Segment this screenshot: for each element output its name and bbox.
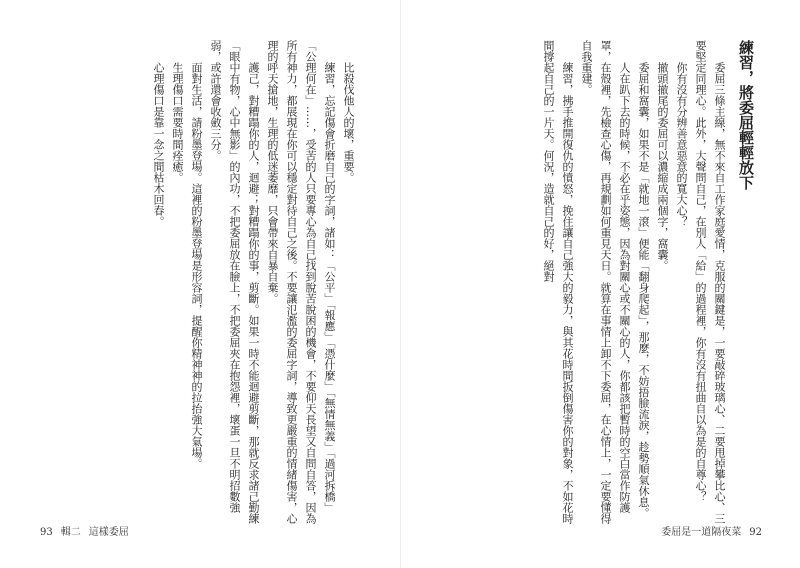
left-page-body (40, 40, 358, 528)
right-page (400, 0, 800, 568)
page-footer (40, 523, 129, 538)
section-heading: 練習，將委屈輕輕放下 (737, 40, 755, 190)
page-number: 93 (40, 527, 53, 538)
page-footer (661, 523, 762, 538)
chapter-label: 輯二 (60, 527, 81, 538)
page-number: 92 (749, 527, 762, 538)
chapter-title: 這樣委屈 (88, 527, 129, 538)
paragraph: 生理傷口需要時間痊癒。 (171, 62, 184, 183)
paragraph: 撤頭撤尾的委屈可以濃縮成兩個字，窩囊。 (656, 62, 669, 271)
paragraph: 心理傷口是靠一念之間枯木回春。 (152, 62, 165, 227)
paragraph: 委屈三條主線，無不來自工作家庭愛情，克服的關鍵是，一要敲碎玻璃心、二要甩掉攀比心、三要堅定同理心。此外，大聲問自己，在別人「給」的過程裡，你有沒有扭曲自以為是的自尊心？ (694, 40, 726, 524)
paragraph: 面對生活，請粉墨登場。這裡的粉墨登場是形容詞，提醒你精神神的拉抬強大氣場。 (190, 62, 203, 469)
paragraph: 練習，忘記傷會折磨自己的字詞，諸如：「公平」「報應」「憑什麼」「無情無義」「過河拆橋」「公理何在」……，受苦的人只要專心為自己找到脫苦脫困的機會，不要仰天長望又自問自答，因為所有神力，都展現在你可以穩定對待自己之後。不要讓氾濫的委屈字詞，導致更嚴重的情緒傷害，心理的呼天搶地，生理的低迷萎靡，只會帶來自暴自棄。 (266, 40, 336, 524)
paragraph: 練習，拂手推開復仇的憤怒，挽住讓自己強大的毅力，與其花時間扳倒傷害你的對象，不如花時間撐起自己的一片天。何況，造就自己的好，絕對 (542, 40, 574, 524)
paragraph: 你有沒有分辨善意惡意的寬大心？ (675, 62, 688, 227)
paragraph: 委屈和窩囊，如果不是「就地一滾」便能「翻身爬起」，那麼，不妨捂臉流淚，趁勢順氣休息。 (637, 62, 650, 519)
paragraph: 人在趴下去的時候，不必在乎姿態，因為對關心或不關心的人，你都該把暫時的空白當作防護罩，在殼裡，先檢查心傷，再規劃如何重見天日。就算在事情上卸不下委屈，在心情上，一定要懂得自我重建。 (580, 40, 631, 524)
running-title: 委屈是一道隔夜菜 (661, 527, 742, 538)
paragraph: 護己，對糟蹋你的人，迴避；對糟蹋你的事，剪斷。如果一時不能迴避剪斷，那就反求諸己勤練「眼中有物，心中無影」的內功，不把委屈放在臉上，不把委屈夾在抱怨裡，壞蛋一旦不明招數強弱，或許還會收斂三分。 (209, 40, 260, 524)
paragraph: 比殺伐他人的壞，重要。 (342, 62, 355, 183)
right-page-body (444, 40, 759, 528)
